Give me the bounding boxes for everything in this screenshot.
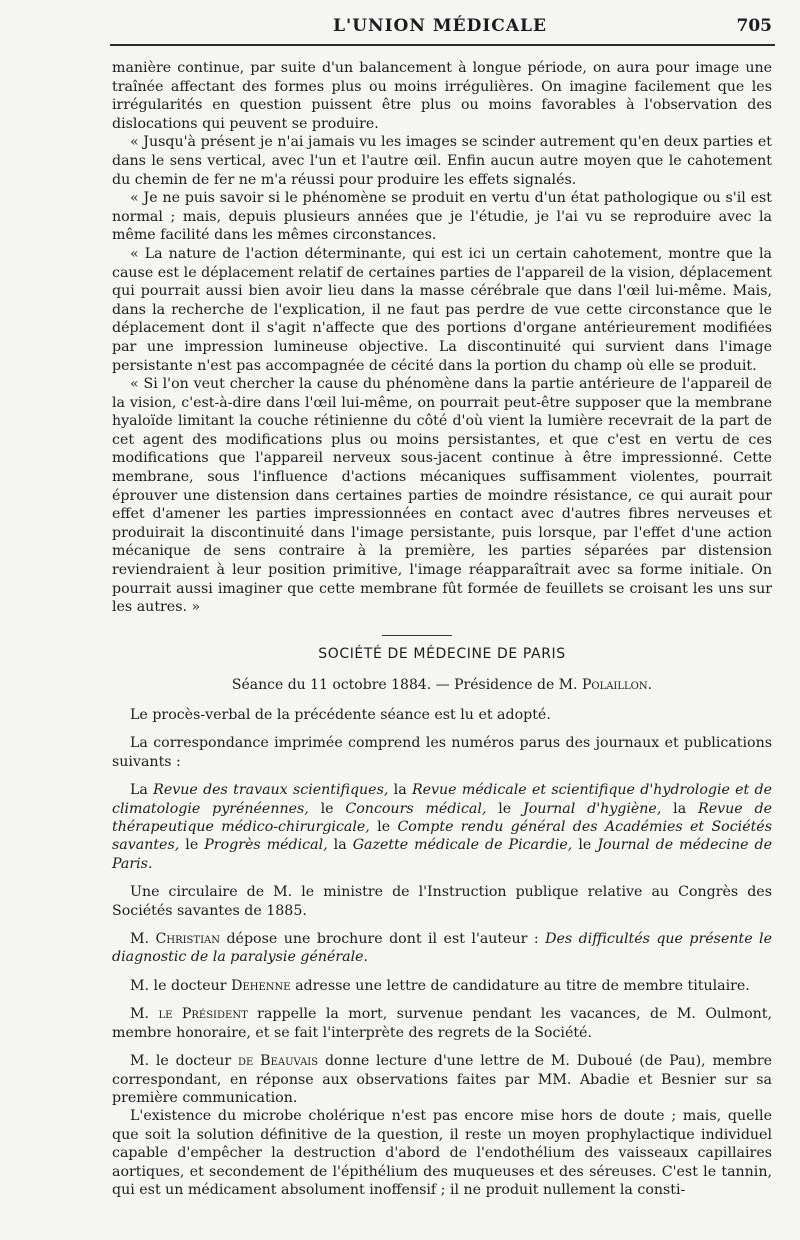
paragraph — [112, 1052, 772, 1107]
journal-title: Concours médical, — [345, 800, 487, 817]
paragraph — [112, 1005, 772, 1042]
paragraph — [112, 977, 772, 995]
paragraph: Une circulaire de M. le ministre de l'Instruction publique relative au Congrès des Sociétés savantes de 1885. — [112, 884, 772, 919]
text-run: adresse une lettre de candidature au titre de membre titulaire. — [290, 977, 750, 994]
text-run: la — [661, 800, 699, 817]
journal-title: Progrès médical, — [204, 837, 328, 854]
text-run: le — [369, 819, 398, 836]
brochure-title: Des difficultés que présente le diagnostic de la paralysie générale. — [112, 931, 772, 966]
paragraph: manière continue, par suite d'un balancement à longue période, on aura pour image une traînée affectant des formes plus ou moins irrégulières. On imagine facilement que les irrégularités en question puissent être plus ou moins favorables à l'observation des dislocations qui peuvent se produire. — [112, 60, 772, 132]
paragraph: « Si l'on veut chercher la cause du phénomène dans la partie antérieure de l'appareil de la vision, c'est-à-dire dans l'œil lui-même, on pourrait peut-être supposer que la membrane hyaloïde limitant la couche rétinienne du côté d'où vient la lumière recevrait de la part de cet agent des modifications plus ou moins persistantes, et que c'est en vertu de ces modifications que l'appareil nerveux sous-jacent continue à être impressionné. Cette membrane, sous l'influence d'actions mécaniques suffisamment violentes, pourrait éprouver une distension dans certaines parties de moindre résistance, ce qui aurait pour effet d'amener les parties impressionnées en contact avec d'autres fibres nerveuses et produirait la discontinuité dans l'image persistante, puis lorsque, par l'effet d'une action mécanique de sens contraire à la première, les parties séparées par distension reviendraient à leur position primitive, l'image réapparaîtrait avec sa forme initiale. On pourrait aussi imaginer que cette membrane fût formée de feuillets se croisant les uns sur les autres. » — [112, 376, 772, 616]
text-run: donne lecture d'une lettre de M. Duboué (de Pau), membre correspondant, en réponse aux observations faites par MM. Abadie et Besnier sur sa première communication. — [112, 1053, 773, 1106]
paragraph: « Je ne puis savoir si le phénomène se produit en vertu d'un état pathologique ou s'il est normal ; mais, depuis plusieurs années que je l'étudie, je l'ai vu se reproduire avec la même facilité dans les mêmes circonstances. — [112, 190, 772, 244]
person-name: Christian — [155, 931, 220, 948]
text-run: rappelle la mort, survenue pendant les vacances, de M. Oulmont, membre honoraire, et se fait l'interprète des regrets de la Société. — [112, 1006, 772, 1041]
seance-line — [112, 677, 772, 693]
text-run: la — [388, 782, 412, 799]
person-name: Dehenne — [231, 977, 291, 994]
journal-title: Gazette médicale de Picardie, — [352, 837, 573, 854]
page-number: 705 — [736, 16, 772, 36]
text-run: la — [327, 837, 353, 854]
president-name: Polaillon. — [581, 677, 653, 693]
text-run: M. — [130, 931, 156, 948]
paragraph: L'existence du microbe cholérique n'est pas encore mise hors de doute ; mais, quelle que soit la solution définitive de la question, il reste un moyen prophylactique individuel capable d'empêcher la destruction d'abord de l'endothélium des vaisseaux capillaires aortiques, et secondement de l'épithélium des muqueuses et des séreuses. C'est le tannin, qui est un médicament absolument inoffensif ; il ne produit nullement la consti- — [112, 1108, 772, 1198]
text-run: dépose une brochure dont il est l'auteur : — [220, 931, 546, 948]
journal-title: Revue médicale et scientifique d'hydrologie et de climatologie pyrénéennes, — [112, 782, 773, 817]
society-minutes — [112, 706, 772, 1209]
journal-title: Revue des travaux scientifiques, — [153, 782, 389, 799]
journal-title: Journal d'hygiène, — [523, 800, 662, 817]
section-separator — [382, 635, 452, 636]
seance-prefix: Séance du 11 octobre 1884. — Présidence de M. — [231, 677, 578, 693]
header-rule — [110, 44, 775, 46]
text-run: le — [486, 800, 524, 817]
journal-list-paragraph — [112, 781, 772, 873]
text-run: M. le docteur — [130, 977, 232, 994]
paragraph — [112, 930, 772, 967]
text-run: La — [130, 782, 154, 799]
running-title: L'UNION MÉDICALE — [333, 16, 547, 36]
text-run: le — [572, 837, 598, 854]
page-header — [110, 14, 770, 40]
paragraph: La correspondance imprimée comprend les numéros parus des journaux et publications suivants : — [112, 735, 772, 770]
text-run: le — [308, 800, 346, 817]
journal-title: Compte rendu général des Académies et Sociétés savantes, — [112, 819, 772, 854]
text-run: M. le docteur — [130, 1053, 239, 1070]
text-run: le — [179, 837, 205, 854]
paragraph: « La nature de l'action déterminante, qui est ici un certain cahotement, montre que la cause est le déplacement relatif de certaines parties de l'appareil de la vision, déplacement qui pourrait aussi bien avoir lieu dans la masse cérébrale que dans l'œil lui-même. Mais, dans la recherche de l'explication, il ne faut pas perdre de vue cette circonstance que le déplacement dont il s'agit n'affecte que des portions d'organe antérieurement modifiées par une impression lumineuse objective. La discontinuité qui survient dans l'image persistante n'est pas accompagnée de cécité dans la portion du champ où elle se produit. — [112, 245, 772, 374]
paragraph: « Jusqu'à présent je n'ai jamais vu les images se scinder autrement qu'en deux parties et dans le sens vertical, avec l'un et l'autre œil. Enfin aucun autre moyen que le cahotement du chemin de fer ne m'a réussi pour produire les effets signalés. — [112, 134, 772, 188]
article-continuation — [112, 59, 772, 617]
text-run: M. — [130, 1006, 159, 1023]
paragraph: Le procès-verbal de la précédente séance est lu et adopté. — [130, 707, 551, 723]
journal-title: Revue de thérapeutique médico-chirurgicale, — [112, 800, 772, 836]
person-name: le Président — [158, 1006, 248, 1023]
section-title: SOCIÉTÉ DE MÉDECINE DE PARIS — [318, 646, 566, 662]
journal-title: Journal de médecine de Paris. — [112, 837, 772, 872]
person-name: de Beauvais — [238, 1053, 319, 1070]
